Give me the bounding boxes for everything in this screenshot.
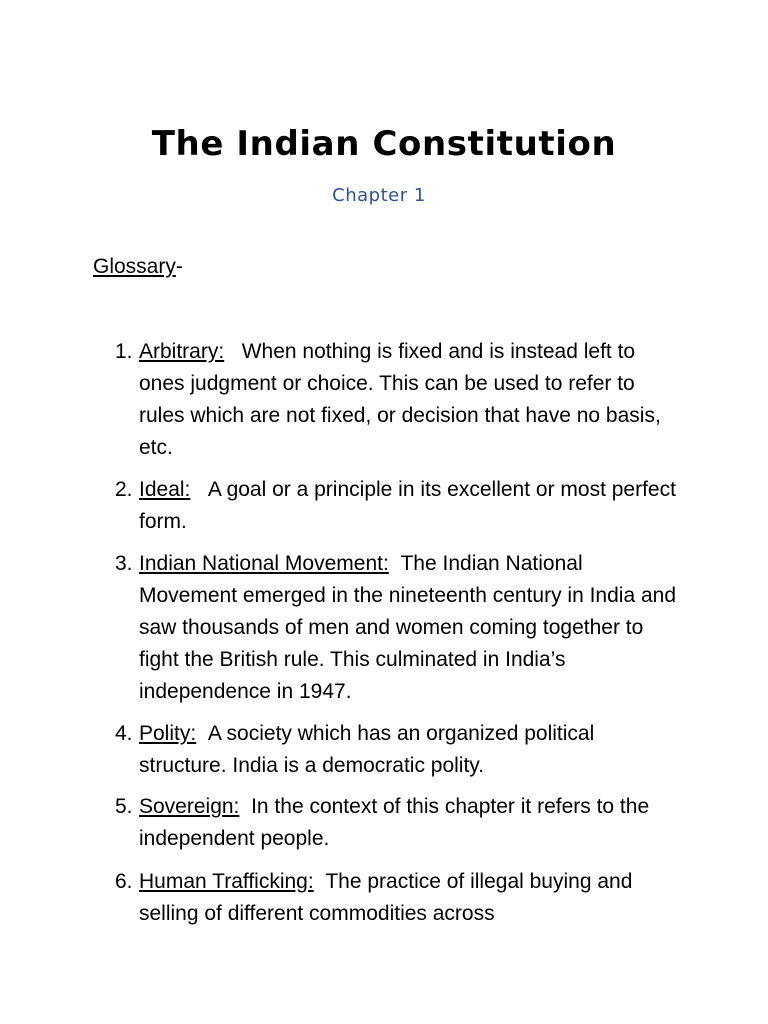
entry-definition: When nothing is fixed and is instead left to ones judgment or choice. This can be used to refer to rules which are not fixed, or decision that have no basis, etc.	[139, 340, 661, 459]
entry-number: 1.	[115, 340, 133, 363]
entry-number: 6.	[115, 870, 133, 893]
entry-term: Human Trafficking:	[139, 870, 314, 893]
glossary-entry	[115, 718, 679, 782]
entry-term: Sovereign:	[139, 795, 240, 818]
chapter-subtitle: Chapter 1	[332, 185, 426, 206]
glossary-entry	[115, 336, 679, 464]
entry-term: Ideal:	[139, 478, 191, 501]
entry-number: 5.	[115, 795, 133, 818]
glossary-heading	[93, 255, 183, 279]
glossary-entry	[115, 791, 679, 855]
entry-definition: The practice of illegal buying and selling of different commodities across	[139, 870, 633, 925]
glossary-heading-dash: -	[175, 255, 183, 278]
entry-number: 4.	[115, 722, 133, 745]
entry-definition: A goal or a principle in its excellent or most perfect form.	[139, 478, 676, 533]
glossary-entry	[115, 548, 679, 708]
document-title: The Indian Constitution	[151, 124, 617, 164]
entry-term: Indian National Movement:	[139, 552, 389, 575]
entry-number: 3.	[115, 552, 133, 575]
glossary-heading-text: Glossary	[93, 255, 176, 278]
glossary-entry	[115, 866, 679, 930]
entry-term: Polity:	[139, 722, 197, 745]
entry-definition: A society which has an organized political structure. India is a democratic polity.	[139, 722, 595, 777]
entry-definition: The Indian National Movement emerged in the nineteenth century in India and saw thousands of men and women coming together to fight the British rule. This culminated in India’s independence in 1947.	[139, 552, 677, 703]
entry-number: 2.	[115, 478, 133, 501]
glossary-entry	[115, 474, 679, 538]
entry-definition: In the context of this chapter it refers to the independent people.	[139, 795, 650, 850]
entry-term: Arbitrary:	[139, 340, 225, 363]
